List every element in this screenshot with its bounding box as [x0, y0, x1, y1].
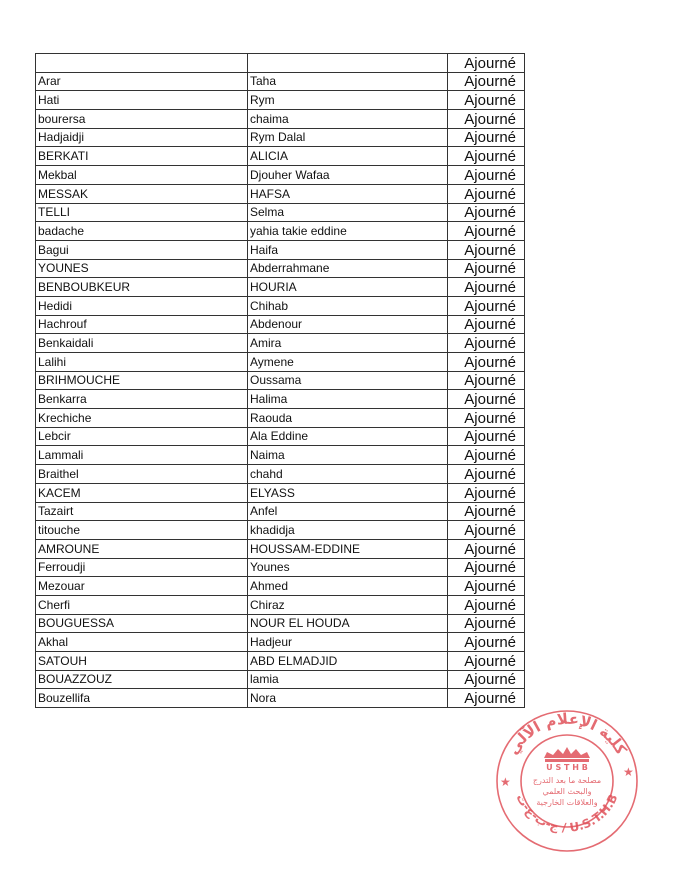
cell-decision: Ajourné — [448, 427, 525, 446]
cell-last-name: BERKATI — [36, 147, 248, 166]
cell-last-name: AMROUNE — [36, 539, 248, 558]
cell-last-name: Mekbal — [36, 166, 248, 185]
cell-last-name: KACEM — [36, 483, 248, 502]
cell-decision: Ajourné — [448, 446, 525, 465]
table-row — [36, 390, 525, 409]
cell-first-name: Younes — [248, 558, 448, 577]
cell-last-name — [36, 54, 248, 73]
table-row — [36, 259, 525, 278]
cell-first-name: Amira — [248, 334, 448, 353]
cell-last-name: Benkaidali — [36, 334, 248, 353]
table-row — [36, 539, 525, 558]
cell-first-name: Djouher Wafaa — [248, 166, 448, 185]
cell-first-name: Haifa — [248, 240, 448, 259]
cell-first-name: Nora — [248, 689, 448, 708]
cell-first-name: Selma — [248, 203, 448, 222]
cell-decision: Ajourné — [448, 390, 525, 409]
cell-decision: Ajourné — [448, 465, 525, 484]
cell-decision: Ajourné — [448, 240, 525, 259]
table-row — [36, 371, 525, 390]
cell-decision: Ajourné — [448, 315, 525, 334]
stamp-inner-line1: مصلحة ما بعد التدرج — [532, 776, 602, 785]
table-row — [36, 296, 525, 315]
cell-last-name: Krechiche — [36, 409, 248, 428]
cell-decision: Ajourné — [448, 128, 525, 147]
cell-decision: Ajourné — [448, 147, 525, 166]
cell-last-name: bourersa — [36, 110, 248, 129]
cell-decision: Ajourné — [448, 278, 525, 297]
cell-decision: Ajourné — [448, 595, 525, 614]
cell-decision: Ajourné — [448, 633, 525, 652]
table-row — [36, 54, 525, 73]
cell-last-name: BOUAZZOUZ — [36, 670, 248, 689]
stamp-inner-line3: والعلاقات الخارجية — [536, 798, 598, 807]
table-row — [36, 614, 525, 633]
cell-decision: Ajourné — [448, 91, 525, 110]
table-row — [36, 128, 525, 147]
cell-first-name: Abderrahmane — [248, 259, 448, 278]
cell-first-name: ELYASS — [248, 483, 448, 502]
cell-decision: Ajourné — [448, 259, 525, 278]
cell-last-name: BOUGUESSA — [36, 614, 248, 633]
cell-first-name: chahd — [248, 465, 448, 484]
cell-first-name: Raouda — [248, 409, 448, 428]
cell-first-name: HAFSA — [248, 184, 448, 203]
cell-first-name: Taha — [248, 72, 448, 91]
cell-decision: Ajourné — [448, 353, 525, 372]
cell-last-name: titouche — [36, 521, 248, 540]
cell-decision: Ajourné — [448, 577, 525, 596]
results-table — [35, 53, 525, 708]
cell-first-name: Rym — [248, 91, 448, 110]
cell-first-name: yahia takie eddine — [248, 222, 448, 241]
table-row — [36, 577, 525, 596]
cell-first-name: NOUR EL HOUDA — [248, 614, 448, 633]
table-row — [36, 203, 525, 222]
table-row — [36, 184, 525, 203]
stamp-logo-text: U S T H B — [546, 763, 588, 772]
cell-last-name: BENBOUBKEUR — [36, 278, 248, 297]
cell-first-name: khadidja — [248, 521, 448, 540]
cell-last-name: badache — [36, 222, 248, 241]
table-row — [36, 315, 525, 334]
table-row — [36, 222, 525, 241]
cell-first-name: lamia — [248, 670, 448, 689]
table-row — [36, 110, 525, 129]
cell-last-name: Mezouar — [36, 577, 248, 596]
star-icon: ★ — [500, 775, 511, 789]
stamp-inner-line2: والبحث العلمي — [542, 787, 592, 796]
table-row — [36, 353, 525, 372]
table-row — [36, 446, 525, 465]
cell-last-name: Cherfi — [36, 595, 248, 614]
cell-decision: Ajourné — [448, 652, 525, 671]
cell-first-name: Rym Dalal — [248, 128, 448, 147]
cell-first-name: Anfel — [248, 502, 448, 521]
cell-decision: Ajourné — [448, 184, 525, 203]
cell-first-name: Hadjeur — [248, 633, 448, 652]
cell-first-name: Naima — [248, 446, 448, 465]
table-row — [36, 334, 525, 353]
cell-decision: Ajourné — [448, 521, 525, 540]
cell-first-name: Aymene — [248, 353, 448, 372]
table-row — [36, 670, 525, 689]
table-row — [36, 502, 525, 521]
cell-first-name: Chihab — [248, 296, 448, 315]
cell-decision: Ajourné — [448, 483, 525, 502]
cell-decision: Ajourné — [448, 371, 525, 390]
stamp-outer-text: كلية الإعلام الآلي — [503, 709, 631, 758]
cell-decision: Ajourné — [448, 670, 525, 689]
cell-first-name: ABD ELMADJID — [248, 652, 448, 671]
cell-last-name: Bagui — [36, 240, 248, 259]
table-row — [36, 633, 525, 652]
table-row — [36, 91, 525, 110]
table-row — [36, 558, 525, 577]
cell-last-name: MESSAK — [36, 184, 248, 203]
cell-last-name: Benkarra — [36, 390, 248, 409]
table-row — [36, 521, 525, 540]
cell-first-name: Chiraz — [248, 595, 448, 614]
cell-first-name: ALICIA — [248, 147, 448, 166]
cell-decision: Ajourné — [448, 72, 525, 91]
star-icon: ★ — [623, 765, 634, 779]
cell-last-name: Ferroudji — [36, 558, 248, 577]
cell-last-name: Akhal — [36, 633, 248, 652]
cell-last-name: Braithel — [36, 465, 248, 484]
table-row — [36, 427, 525, 446]
table-body — [36, 54, 525, 708]
table-row — [36, 465, 525, 484]
cell-last-name: Bouzellifa — [36, 689, 248, 708]
cell-last-name: Tazairt — [36, 502, 248, 521]
cell-first-name: HOUSSAM-EDDINE — [248, 539, 448, 558]
cell-decision: Ajourné — [448, 539, 525, 558]
cell-last-name: Lalihi — [36, 353, 248, 372]
table-row — [36, 166, 525, 185]
cell-last-name: TELLI — [36, 203, 248, 222]
cell-last-name: Hadjaidji — [36, 128, 248, 147]
cell-first-name: Oussama — [248, 371, 448, 390]
cell-decision: Ajourné — [448, 334, 525, 353]
cell-last-name: YOUNES — [36, 259, 248, 278]
cell-first-name: Halima — [248, 390, 448, 409]
cell-decision: Ajourné — [448, 296, 525, 315]
cell-decision: Ajourné — [448, 502, 525, 521]
cell-decision: Ajourné — [448, 222, 525, 241]
table-row — [36, 240, 525, 259]
cell-first-name: chaima — [248, 110, 448, 129]
table-row — [36, 72, 525, 91]
cell-first-name: Ahmed — [248, 577, 448, 596]
cell-decision: Ajourné — [448, 689, 525, 708]
cell-last-name: Arar — [36, 72, 248, 91]
cell-last-name: SATOUH — [36, 652, 248, 671]
cell-last-name: Hachrouf — [36, 315, 248, 334]
table-row — [36, 689, 525, 708]
cell-last-name: Lammali — [36, 446, 248, 465]
cell-first-name — [248, 54, 448, 73]
cell-first-name: Ala Eddine — [248, 427, 448, 446]
cell-last-name: Hedidi — [36, 296, 248, 315]
cell-last-name: Hati — [36, 91, 248, 110]
cell-decision: Ajourné — [448, 558, 525, 577]
table-row — [36, 483, 525, 502]
cell-decision: Ajourné — [448, 54, 525, 73]
cell-decision: Ajourné — [448, 110, 525, 129]
cell-last-name: BRIHMOUCHE — [36, 371, 248, 390]
table-row — [36, 595, 525, 614]
cell-decision: Ajourné — [448, 409, 525, 428]
table-row — [36, 652, 525, 671]
cell-decision: Ajourné — [448, 614, 525, 633]
cell-first-name: Abdenour — [248, 315, 448, 334]
cell-decision: Ajourné — [448, 203, 525, 222]
table-row — [36, 409, 525, 428]
table-row — [36, 278, 525, 297]
stamp-bottom-text: ج-ب-ع-ت / U.S.T.H.B — [513, 791, 621, 835]
table-row — [36, 147, 525, 166]
cell-last-name: Lebcir — [36, 427, 248, 446]
university-stamp — [492, 706, 642, 856]
usthb-logo — [544, 747, 590, 772]
cell-first-name: HOURIA — [248, 278, 448, 297]
cell-decision: Ajourné — [448, 166, 525, 185]
